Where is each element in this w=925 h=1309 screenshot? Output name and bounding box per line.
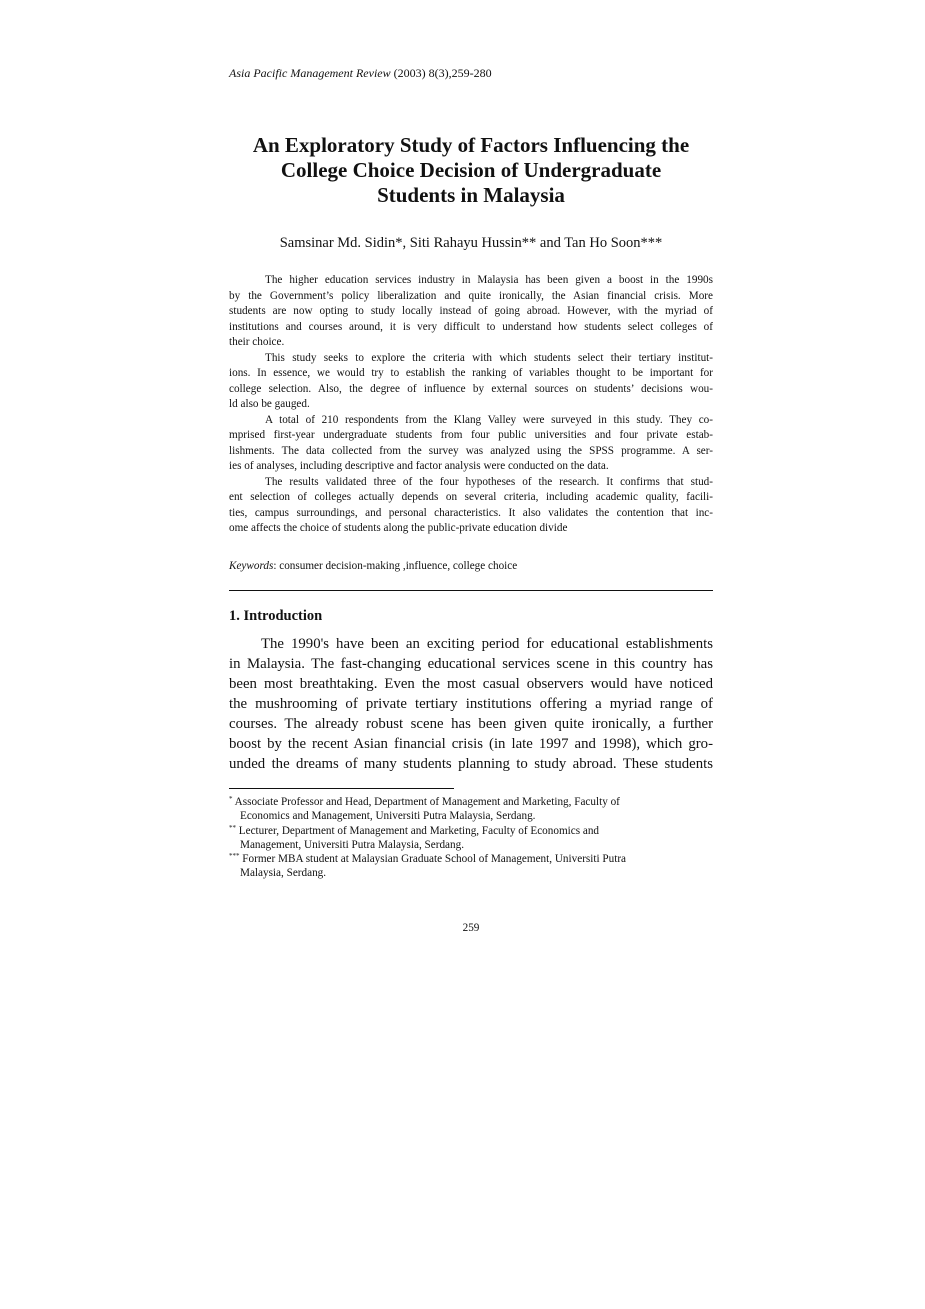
page-number: 259 [462,922,480,934]
keywords-text: : consumer decision-making ,influence, college choice [273,560,518,572]
abstract-line: students are now opting to study locally instead of going abroad. However, with the myriad of [229,305,713,317]
abstract-line: ies of analyses, including descriptive and factor analysis were conducted on the data. [229,460,609,472]
body-line: The 1990's have been an exciting period for educational establishments [261,636,713,652]
abstract-line: ome affects the choice of students along the public-private education divide [229,522,568,534]
footnote: * Associate Professor and Head, Department of Management and Marketing, Faculty of [229,795,620,808]
keywords-label: Keywords [229,560,274,572]
journal-name: Asia Pacific Management Review [229,66,391,80]
journal-citation: (2003) 8(3),259-280 [390,66,492,80]
abstract-line: by the Government’s policy liberalization and quite ironically, the Asian financial crisis. More [229,289,713,302]
abstract-line: ent selection of colleges actually depends on several criteria, including academic quality, facili- [229,491,713,503]
abstract-line: mprised first-year undergraduate students from four public universities and four private estab- [229,429,713,441]
body-line: the mushrooming of private tertiary institutions offering a myriad range of [229,696,713,712]
title-line: Students in Malaysia [377,183,565,207]
footnotes [229,795,713,881]
footnote-continuation: Management, Universiti Putra Malaysia, Serdang. [240,838,465,851]
abstract-line: The results validated three of the four hypotheses of the research. It confirms that stud- [265,475,713,488]
footnote: ** Lecturer, Department of Management and Marketing, Faculty of Economics and [229,823,600,837]
author-list: Samsinar Md. Sidin*, Siti Rahayu Hussin** and Tan Ho Soon*** [279,235,663,251]
abstract-line: ions. In essence, we would try to establish the ranking of variables thought to be important for [229,367,713,379]
footnote: *** Former MBA student at Malaysian Graduate School of Management, Universiti Putra [229,852,627,866]
section-divider [229,590,713,591]
abstract-line: lishments. The data collected from the survey was analyzed using the SPSS programme. A ser- [229,444,713,457]
title-line: College Choice Decision of Undergraduate [280,158,662,182]
abstract-line: A total of 210 respondents from the Klang Valley were surveyed in this study. They co- [265,413,713,426]
abstract-line: This study seeks to explore the criteria with which students select their tertiary institut- [265,351,713,364]
abstract-line: ties, campus surroundings, and personal characteristics. It also validates the contention that inc- [229,506,713,519]
body-paragraph [229,634,713,774]
abstract-line: their choice. [229,336,285,348]
abstract-line: ld also be gauged. [229,398,310,410]
body-line: in Malaysia. The fast-changing educational services scene in this country has [229,656,713,672]
abstract-line: college selection. Also, the degree of influence by external sources on students’ decisions wou- [229,382,713,395]
body-line: courses. The already robust scene has been given quite ironically, a further [229,716,713,732]
body-line: boost by the recent Asian financial crisis (in late 1997 and 1998), which gro- [229,736,713,752]
paper-title [229,133,713,208]
footnote-mark: *** [229,852,240,861]
section-heading: 1. Introduction [229,608,323,624]
abstract-line: The higher education services industry in Malaysia has been given a boost in the 1990s [265,274,713,286]
abstract-line: institutions and courses around, it is very difficult to understand how students select colleges of [229,320,713,333]
body-line: unded the dreams of many students planning to study abroad. These students [229,756,713,772]
footnote-continuation: Economics and Management, Universiti Putra Malaysia, Serdang. [240,810,536,823]
abstract [229,273,713,537]
footnote-divider [229,788,454,789]
keywords [229,560,517,572]
footnote-mark: ** [229,823,236,832]
footnote-mark: * [229,795,233,803]
title-line: An Exploratory Study of Factors Influencing the [252,133,690,157]
running-head [229,66,492,81]
footnote-continuation: Malaysia, Serdang. [240,867,327,880]
body-line: been most breathtaking. Even the most casual observers would have noticed [229,676,713,692]
